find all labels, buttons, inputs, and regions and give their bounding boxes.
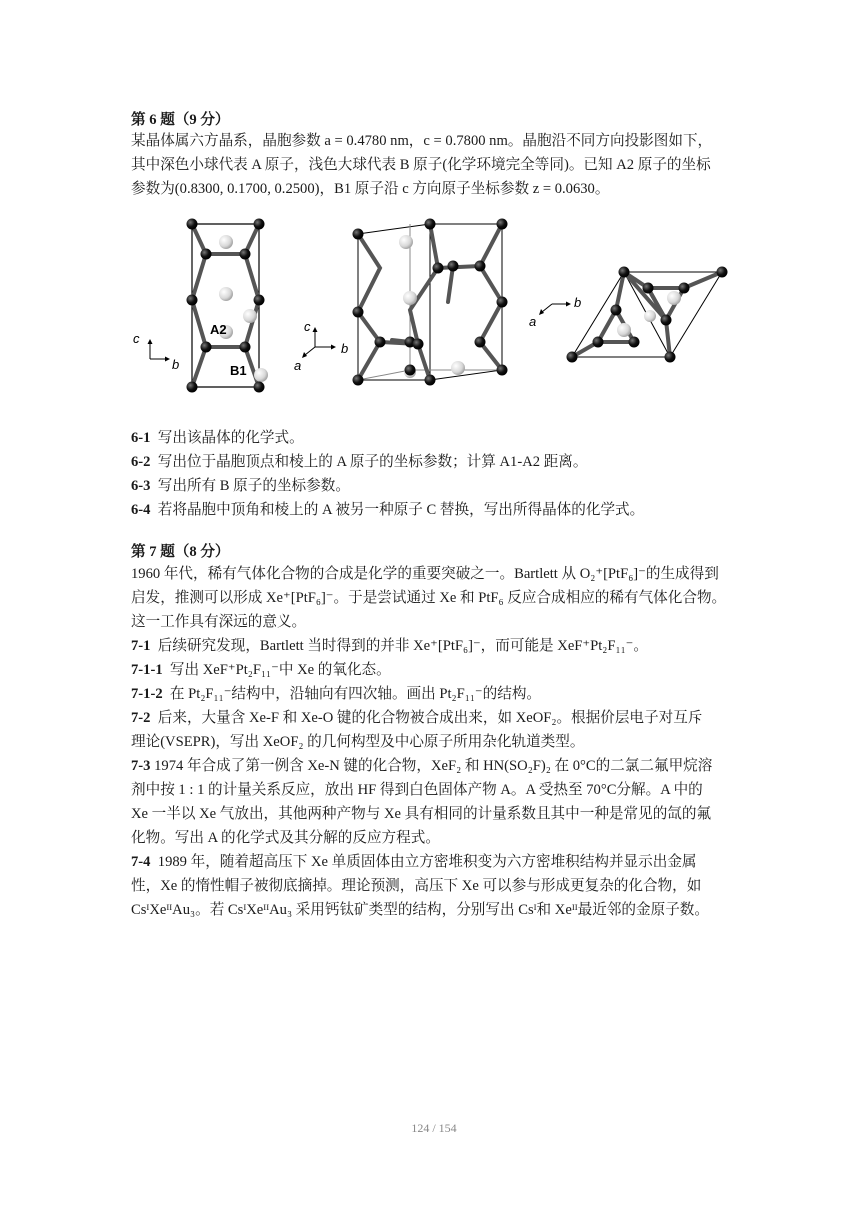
q6-intro-line-3: 参数为(0.8300, 0.1700, 0.2500)，B1 原子沿 c 方向原子坐标参数 z = 0.0630。 [131, 181, 610, 197]
q7-4-line-3: CsᴵXeᴵᴵAu₃。若 CsᴵXeᴵᴵAu₃ 采用钙钛矿类型的结构，分别写出 Csᴵ和 Xeᴵᴵ最近邻的金原子数。 [131, 902, 709, 918]
q7-4-line-2: 性，Xe 的惰性帽子被彻底摘掉。理论预测，高压下 Xe 可以参与形成更复杂的化合物，如 [131, 878, 702, 894]
q7-3-line-2: 剂中按 1 : 1 的计量关系反应，放出 HF 得到白色固体产物 A。A 受热至 70°C分解。A 中的 [131, 782, 703, 798]
q7-1-2 [131, 684, 746, 704]
q6-3-number: 6-3 [131, 478, 151, 494]
q7-3-line-3: Xe 一半以 Xe 气放出，其他两种产物与 Xe 具有相同的计量系数且其中一种是常见的氙的氟 [131, 806, 712, 822]
q7-title [131, 542, 746, 562]
q7-1-1 [131, 660, 746, 680]
q7-4-line-1 [131, 852, 746, 872]
q6-4 [131, 500, 746, 520]
q6-intro-line-2: 其中深色小球代表 A 原子，浅色大球代表 B 原子(化学环境完全等同)。已知 A2 原子的坐标 [131, 157, 711, 173]
q6-1 [131, 428, 746, 448]
q6-2 [131, 452, 746, 472]
q7-intro-line-3: 这一工作具有深远的意义。 [131, 614, 307, 630]
q7-intro-line-1: 1960 年代，稀有气体化合物的合成是化学的重要突破之一。Bartlett 从 O₂⁺[PtF₆]⁻的生成得到 [131, 566, 719, 582]
q6-1-number: 6-1 [131, 430, 151, 446]
projection-2 [294, 219, 508, 386]
q7-3-line-4: 化物。写出 A 的化学式及其分解的反应方程式。 [131, 830, 440, 846]
q7-title-score: （8 分） [174, 544, 230, 560]
q7-1-1-text: 写出 XeF⁺Pt₂F₁₁⁻中 Xe 的氧化态。 [169, 662, 391, 678]
q6-title-score: （9 分） [174, 112, 230, 128]
q7-2-number: 7-2 [131, 710, 151, 726]
q7-4-number: 7-4 [131, 854, 151, 870]
q7-1-2-text: 在 Pt₂F₁₁⁻结构中，沿轴向有四次轴。画出 Pt₂F₁₁⁻的结构。 [169, 686, 542, 702]
q6-4-number: 6-4 [131, 502, 151, 518]
label-a2: A2 [210, 322, 227, 337]
q6-intro-line-1: 某晶体属六方晶系，晶胞参数 a = 0.4780 nm，c = 0.7800 nm。晶胞沿不同方向投影图如下， [131, 133, 713, 149]
label-b1: B1 [230, 363, 247, 378]
q7-1-number: 7-1 [131, 638, 151, 654]
axis-b-label-1: b [172, 357, 180, 372]
crystal-projection-figure [128, 212, 738, 402]
q7-3-text-1: 1974 年合成了第一例含 Xe-N 键的化合物，XeF₂ 和 HN(SO₂F)₂ 在 0°C的二氯二氟甲烷溶 [154, 758, 713, 774]
q6-1-text: 写出该晶体的化学式。 [157, 430, 304, 446]
projection-1 [133, 219, 268, 393]
q6-3 [131, 476, 746, 496]
q7-intro-line-2: 启发，推测可以形成 Xe⁺[PtF₆]⁻。于是尝试通过 Xe 和 PtF₆ 反应合成相应的稀有气体化合物。 [131, 590, 727, 606]
q7-1-2-number: 7-1-2 [131, 686, 163, 702]
q6-2-text: 写出位于晶胞顶点和棱上的 A 原子的坐标参数；计算 A1-A2 距离。 [157, 454, 588, 470]
q7-3-line-1 [131, 756, 746, 776]
q7-2-line-2: 理论(VSEPR)，写出 XeOF₂ 的几何构型及中心原子所用杂化轨道类型。 [131, 734, 585, 750]
q6-3-text: 写出所有 B 原子的坐标参数。 [157, 478, 350, 494]
q7-1 [131, 636, 746, 656]
q7-2-line-1 [131, 708, 746, 728]
q7-1-text: 后续研究发现，Bartlett 当时得到的并非 Xe⁺[PtF₆]⁻，而可能是 XeF⁺Pt₂F₁₁⁻。 [157, 638, 648, 654]
q7-3-number: 7-3 [131, 758, 151, 774]
q7-2-text-1: 后来，大量含 Xe-F 和 Xe-O 键的化合物被合成出来，如 XeOF₂。根据价层电子对互斥 [157, 710, 703, 726]
q6-title [131, 110, 746, 130]
page-number: 124 / 154 [411, 1121, 457, 1135]
axis-a-label-2: a [294, 358, 302, 373]
q7-title-number: 第 7 题 [131, 544, 175, 560]
q6-2-number: 6-2 [131, 454, 151, 470]
axis-c-label-2: c [304, 319, 311, 334]
q7-1-1-number: 7-1-1 [131, 662, 163, 678]
q7-4-text-1: 1989 年，随着超高压下 Xe 单质固体由立方密堆积变为六方密堆积结构并显示出金属 [157, 854, 697, 870]
projection-3 [529, 267, 728, 363]
axis-a-label-3: a [529, 314, 537, 329]
axis-b-label-2: b [341, 341, 349, 356]
q6-4-text: 若将晶胞中顶角和棱上的 A 被另一种原子 C 替换，写出所得晶体的化学式。 [157, 502, 645, 518]
axis-c-label-1: c [133, 331, 140, 346]
axis-b-label-3: b [574, 295, 582, 310]
q6-title-number: 第 6 题 [131, 112, 175, 128]
